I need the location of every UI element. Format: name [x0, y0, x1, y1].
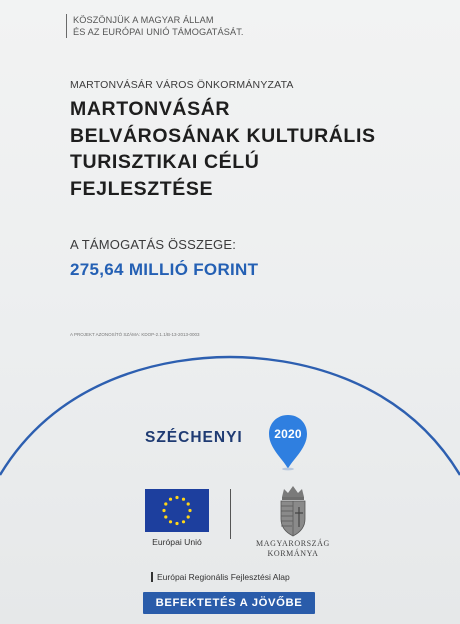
map-pin-icon: [265, 413, 311, 471]
project-title: [70, 96, 430, 202]
project-title-line-2: BELVÁROSÁNAK KULTURÁLIS: [70, 124, 376, 147]
fund-name: [151, 572, 290, 582]
thanks-line-1: KÖSZÖNJÜK A MAGYAR ÁLLAM: [73, 15, 214, 25]
project-id-text: A PROJEKT AZONOSÍTÓ SZÁMA: KDOP-2.1.1/B-13-2013-0003: [70, 332, 200, 337]
government-label-line-1: MAGYARORSZÁG: [256, 539, 330, 548]
thanks-line-2: ÉS AZ EURÓPAI UNIÓ TÁMOGATÁSÁT.: [73, 27, 244, 37]
organization-name: MARTONVÁSÁR VÁROS ÖNKORMÁNYZATA: [70, 79, 294, 91]
eu-flag-icon: [145, 489, 209, 532]
project-title-line-1: MARTONVÁSÁR: [70, 98, 231, 120]
thanks-note: [66, 14, 244, 38]
support-amount-label: A TÁMOGATÁS ÖSSZEGE:: [70, 237, 237, 252]
szechenyi-year: 2020: [274, 427, 302, 441]
investing-in-future-banner: BEFEKTETÉS A JÖVŐBE: [143, 592, 315, 614]
eu-label: Európai Unió: [152, 537, 202, 547]
coat-of-arms-icon: [270, 483, 316, 539]
project-title-line-3: TURISZTIKAI CÉLÚ: [70, 151, 260, 173]
government-label-line-2: KORMÁNYA: [267, 549, 319, 558]
support-amount-value: 275,64 MILLIÓ FORINT: [70, 260, 259, 279]
government-label: [245, 539, 341, 559]
logo-divider: [230, 489, 231, 539]
fund-name-text: Európai Regionális Fejlesztési Alap: [157, 572, 290, 582]
szechenyi-logo-text: SZÉCHENYI: [145, 429, 243, 446]
project-title-line-4: FEJLESZTÉSE: [70, 177, 214, 200]
